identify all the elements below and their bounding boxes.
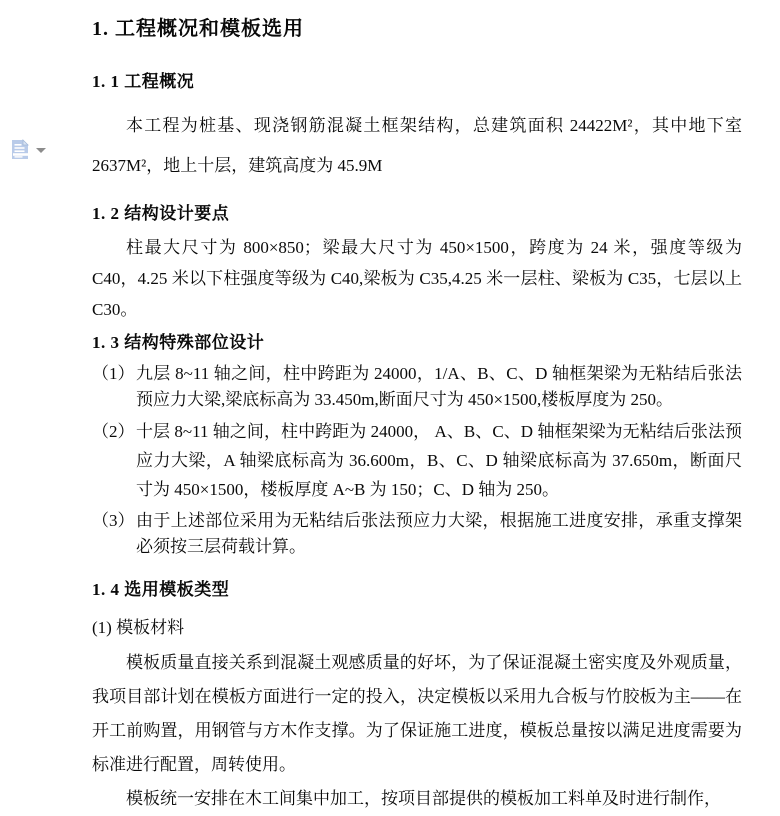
list-item-text: 十层 8~11 轴之间，柱中跨距为 24000， A、B、C、D 轴框架梁为无粘结后张法预应力大梁，A 轴梁底标高为 36.600m，B、C、D 轴梁底标高为 37.650m，断面尺寸为 450×1500，楼板厚度 A~B 为 150；C、D 轴为 250。 bbox=[136, 422, 742, 499]
list-item-text: 九层 8~11 轴之间，柱中跨距为 24000，1/A、B、C、D 轴框架梁为无粘结后张法预应力大梁,梁底标高为 33.450m,断面尺寸为 450×1500,楼板厚度为 250。 bbox=[136, 364, 742, 409]
paragraph-formwork-material: 模板质量直接关系到混凝土观感质量的好坏，为了保证混凝土密实度及外观质量，我项目部计划在模板方面进行一定的投入，决定模板以采用九合板与竹胶板为主——在开工前购置，用钢管与方木作支撑。为了保证施工进度，模板总量按以满足进度需要为标准进行配置，周转使用。 bbox=[92, 653, 742, 774]
section-heading-1-2: 1. 2 结构设计要点 bbox=[92, 204, 230, 223]
sub-label-formwork-material: (1) 模板材料 bbox=[92, 618, 185, 637]
section-heading-1-4: 1. 4 选用模板类型 bbox=[92, 580, 230, 599]
section-heading-1-1: 1. 1 工程概况 bbox=[92, 72, 195, 91]
paragraph-formwork-processing: 模板统一安排在木工间集中加工，按项目部提供的模板加工料单及时进行制作， bbox=[126, 789, 721, 808]
list-item-marker: （2） bbox=[92, 422, 135, 441]
paragraph-design-points: 柱最大尺寸为 800×850；梁最大尺寸为 450×1500，跨度为 24 米，强度等级为 C40，4.25 米以下柱强度等级为 C40,梁板为 C35,4.25 米一层柱、梁板为 C35，七层以上 C30。 bbox=[92, 238, 742, 319]
list-item-marker: （1） bbox=[92, 364, 135, 383]
list-item-text: 由于上述部位采用为无粘结后张法预应力大梁，根据施工进度安排，承重支撑架必须按三层荷载计算。 bbox=[136, 511, 742, 556]
list-item-marker: （3） bbox=[92, 511, 135, 530]
list-item bbox=[92, 361, 742, 413]
list-item bbox=[92, 508, 742, 560]
paragraph-project-overview: 本工程为桩基、现浇钢筋混凝土框架结构，总建筑面积 24422M²，其中地下室 2637M²，地上十层，建筑高度为 45.9M bbox=[92, 116, 742, 175]
dropdown-arrow-icon[interactable] bbox=[36, 148, 46, 153]
doc-title: 1. 工程概况和模板选用 bbox=[92, 18, 304, 40]
special-parts-list bbox=[92, 361, 742, 560]
section-heading-1-3: 1. 3 结构特殊部位设计 bbox=[92, 333, 265, 352]
paste-options-document-icon bbox=[11, 139, 30, 160]
paste-options-button[interactable] bbox=[11, 137, 49, 161]
list-item bbox=[92, 417, 742, 504]
